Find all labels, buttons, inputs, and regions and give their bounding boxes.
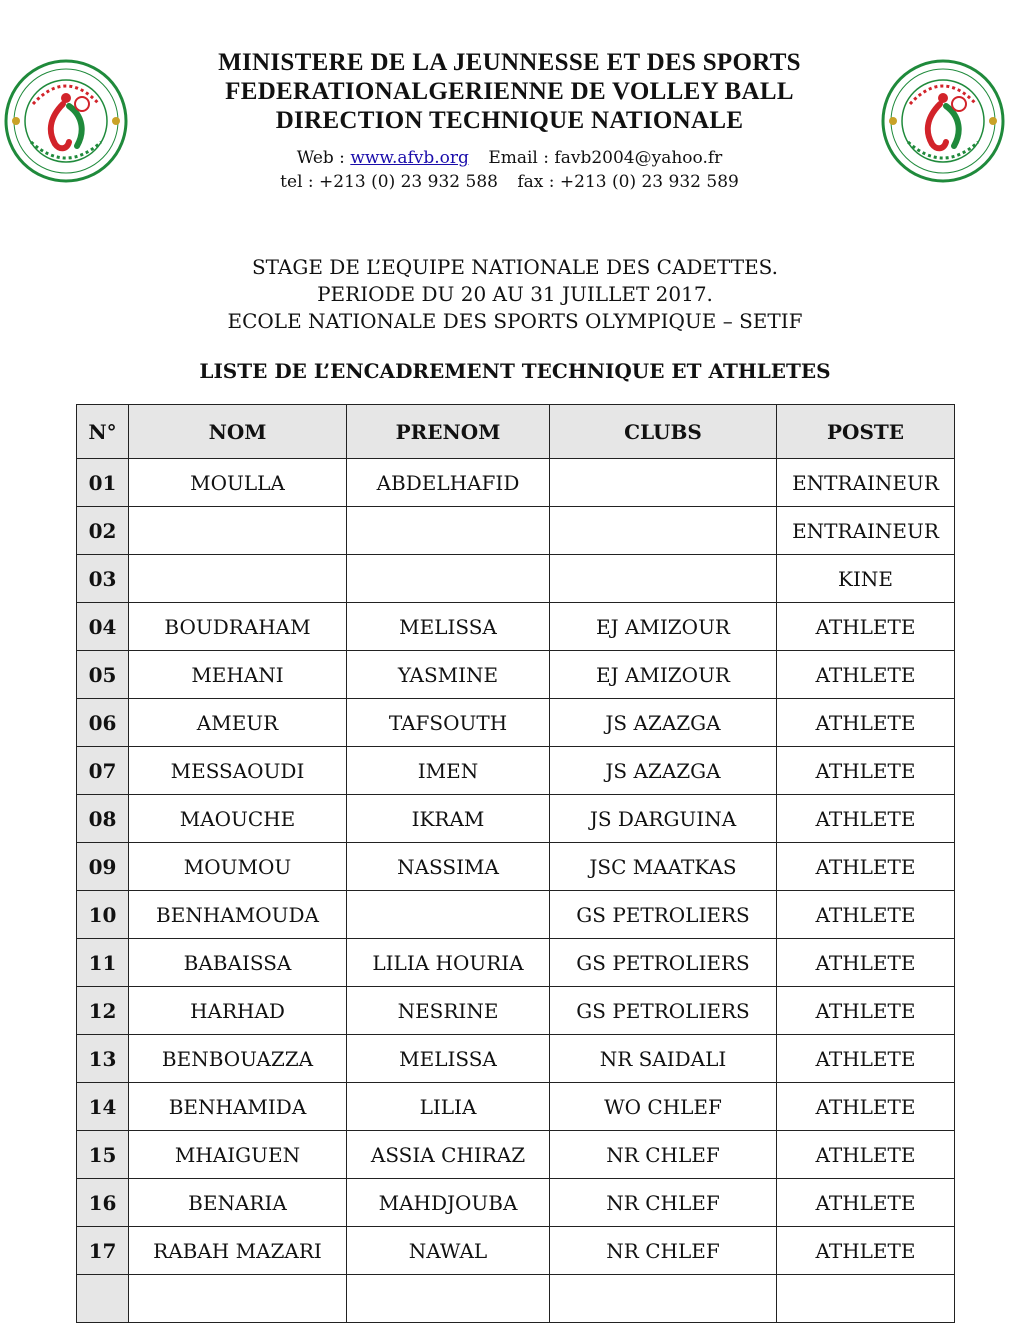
cell-poste: ATHLETE [777, 1035, 955, 1083]
table-row [77, 603, 955, 651]
cell-number: 08 [77, 795, 129, 843]
cell-prenom: LILIA HOURIA [347, 939, 550, 987]
cell-nom [129, 1275, 347, 1323]
cell-club: GS PETROLIERS [550, 987, 777, 1035]
cell-poste: ATHLETE [777, 1131, 955, 1179]
table-row [77, 1035, 955, 1083]
cell-number: 14 [77, 1083, 129, 1131]
cell-number: 06 [77, 699, 129, 747]
cell-club: JSC MAATKAS [550, 843, 777, 891]
cell-poste: ATHLETE [777, 1179, 955, 1227]
cell-number: 04 [77, 603, 129, 651]
cell-nom: HARHAD [129, 987, 347, 1035]
fax-value: fax : +213 (0) 23 932 589 [517, 172, 739, 192]
cell-club [550, 555, 777, 603]
header-clubs: CLUBS [550, 405, 777, 459]
cell-nom: MAOUCHE [129, 795, 347, 843]
cell-club: EJ AMIZOUR [550, 603, 777, 651]
cell-club: EJ AMIZOUR [550, 651, 777, 699]
cell-number: 10 [77, 891, 129, 939]
cell-prenom: MELISSA [347, 1035, 550, 1083]
table-row [77, 1227, 955, 1275]
federation-title: FEDERATIONALGERIENNE DE VOLLEY BALL [225, 78, 794, 105]
cell-club: NR SAIDALI [550, 1035, 777, 1083]
header-poste: POSTE [777, 405, 955, 459]
cell-club: GS PETROLIERS [550, 891, 777, 939]
email-label: Email : [488, 148, 549, 168]
cell-poste: ENTRAINEUR [777, 507, 955, 555]
cell-poste: ATHLETE [777, 699, 955, 747]
cell-nom: MHAIGUEN [129, 1131, 347, 1179]
cell-poste: ATHLETE [777, 939, 955, 987]
table-body [77, 459, 955, 1323]
cell-poste: ATHLETE [777, 843, 955, 891]
cell-poste: ATHLETE [777, 1083, 955, 1131]
cell-nom [129, 555, 347, 603]
cell-number: 12 [77, 987, 129, 1035]
cell-poste: KINE [777, 555, 955, 603]
header-prenom: PRENOM [347, 405, 550, 459]
cell-prenom: ASSIA CHIRAZ [347, 1131, 550, 1179]
cell-prenom [347, 1275, 550, 1323]
web-link[interactable]: www.afvb.org [350, 148, 469, 168]
cell-nom: MOUMOU [129, 843, 347, 891]
table-row [77, 459, 955, 507]
cell-poste: ATHLETE [777, 747, 955, 795]
table-row [77, 1179, 955, 1227]
cell-nom: BOUDRAHAM [129, 603, 347, 651]
cell-number: 03 [77, 555, 129, 603]
cell-prenom: LILIA [347, 1083, 550, 1131]
phone-value: tel : +213 (0) 23 932 588 [280, 172, 498, 192]
email-value: favb2004@yahoo.fr [554, 148, 723, 168]
cell-nom: AMEUR [129, 699, 347, 747]
table-row [77, 939, 955, 987]
web-label: Web : [296, 148, 345, 168]
table-row [77, 507, 955, 555]
cell-number: 16 [77, 1179, 129, 1227]
cell-club: NR CHLEF [550, 1179, 777, 1227]
cell-number: 09 [77, 843, 129, 891]
roster-table [76, 404, 955, 1323]
table-row [77, 555, 955, 603]
web-email-line [0, 147, 1019, 169]
cell-number: 17 [77, 1227, 129, 1275]
cell-club: JS DARGUINA [550, 795, 777, 843]
cell-prenom: NESRINE [347, 987, 550, 1035]
cell-number: 07 [77, 747, 129, 795]
cell-number: 11 [77, 939, 129, 987]
cell-prenom: TAFSOUTH [347, 699, 550, 747]
cell-prenom: MAHDJOUBA [347, 1179, 550, 1227]
stage-info [0, 254, 1019, 335]
cell-club [550, 507, 777, 555]
stage-location: ECOLE NATIONALE DES SPORTS OLYMPIQUE – SETIF [227, 309, 803, 333]
table-header-row [77, 405, 955, 459]
cell-nom: BENHAMIDA [129, 1083, 347, 1131]
cell-number: 13 [77, 1035, 129, 1083]
direction-title: DIRECTION TECHNIQUE NATIONALE [275, 107, 744, 134]
table-row [77, 699, 955, 747]
cell-club: NR CHLEF [550, 1131, 777, 1179]
cell-number: 05 [77, 651, 129, 699]
cell-prenom: ABDELHAFID [347, 459, 550, 507]
table-row [77, 747, 955, 795]
header-nom: NOM [129, 405, 347, 459]
table-row [77, 1083, 955, 1131]
cell-prenom: MELISSA [347, 603, 550, 651]
cell-nom: BENARIA [129, 1179, 347, 1227]
cell-prenom [347, 891, 550, 939]
cell-poste: ATHLETE [777, 1227, 955, 1275]
cell-nom [129, 507, 347, 555]
table-row [77, 651, 955, 699]
cell-number: 01 [77, 459, 129, 507]
cell-nom: RABAH MAZARI [129, 1227, 347, 1275]
list-title: LISTE DE L’ENCADREMENT TECHNIQUE ET ATHLETES [199, 359, 831, 383]
cell-nom: BABAISSA [129, 939, 347, 987]
table-row [77, 987, 955, 1035]
table-row [77, 1275, 955, 1323]
table-row [77, 843, 955, 891]
stage-period: PERIODE DU 20 AU 31 JUILLET 2017. [317, 282, 713, 306]
cell-prenom [347, 507, 550, 555]
cell-number: 15 [77, 1131, 129, 1179]
cell-poste: ATHLETE [777, 651, 955, 699]
cell-club [550, 1275, 777, 1323]
table-row [77, 891, 955, 939]
cell-poste: ENTRAINEUR [777, 459, 955, 507]
cell-poste: ATHLETE [777, 795, 955, 843]
cell-prenom: NAWAL [347, 1227, 550, 1275]
cell-prenom: YASMINE [347, 651, 550, 699]
cell-poste: ATHLETE [777, 987, 955, 1035]
cell-poste: ATHLETE [777, 603, 955, 651]
cell-nom: BENBOUAZZA [129, 1035, 347, 1083]
cell-club: WO CHLEF [550, 1083, 777, 1131]
cell-nom: MOULLA [129, 459, 347, 507]
cell-poste [777, 1275, 955, 1323]
letterhead [0, 48, 1019, 193]
cell-prenom: NASSIMA [347, 843, 550, 891]
cell-nom: MEHANI [129, 651, 347, 699]
header-number: N° [77, 405, 129, 459]
cell-prenom: IKRAM [347, 795, 550, 843]
cell-club: NR CHLEF [550, 1227, 777, 1275]
cell-nom: BENHAMOUDA [129, 891, 347, 939]
cell-number [77, 1275, 129, 1323]
phone-fax-line [0, 171, 1019, 193]
ministry-title: MINISTERE DE LA JEUNNESSE ET DES SPORTS [218, 49, 801, 76]
cell-club: JS AZAZGA [550, 747, 777, 795]
table-row [77, 795, 955, 843]
cell-club: JS AZAZGA [550, 699, 777, 747]
cell-club: GS PETROLIERS [550, 939, 777, 987]
stage-title: STAGE DE L’EQUIPE NATIONALE DES CADETTES. [251, 255, 779, 279]
cell-number: 02 [77, 507, 129, 555]
cell-club [550, 459, 777, 507]
cell-nom: MESSAOUDI [129, 747, 347, 795]
cell-prenom [347, 555, 550, 603]
cell-poste: ATHLETE [777, 891, 955, 939]
table-row [77, 1131, 955, 1179]
cell-prenom: IMEN [347, 747, 550, 795]
